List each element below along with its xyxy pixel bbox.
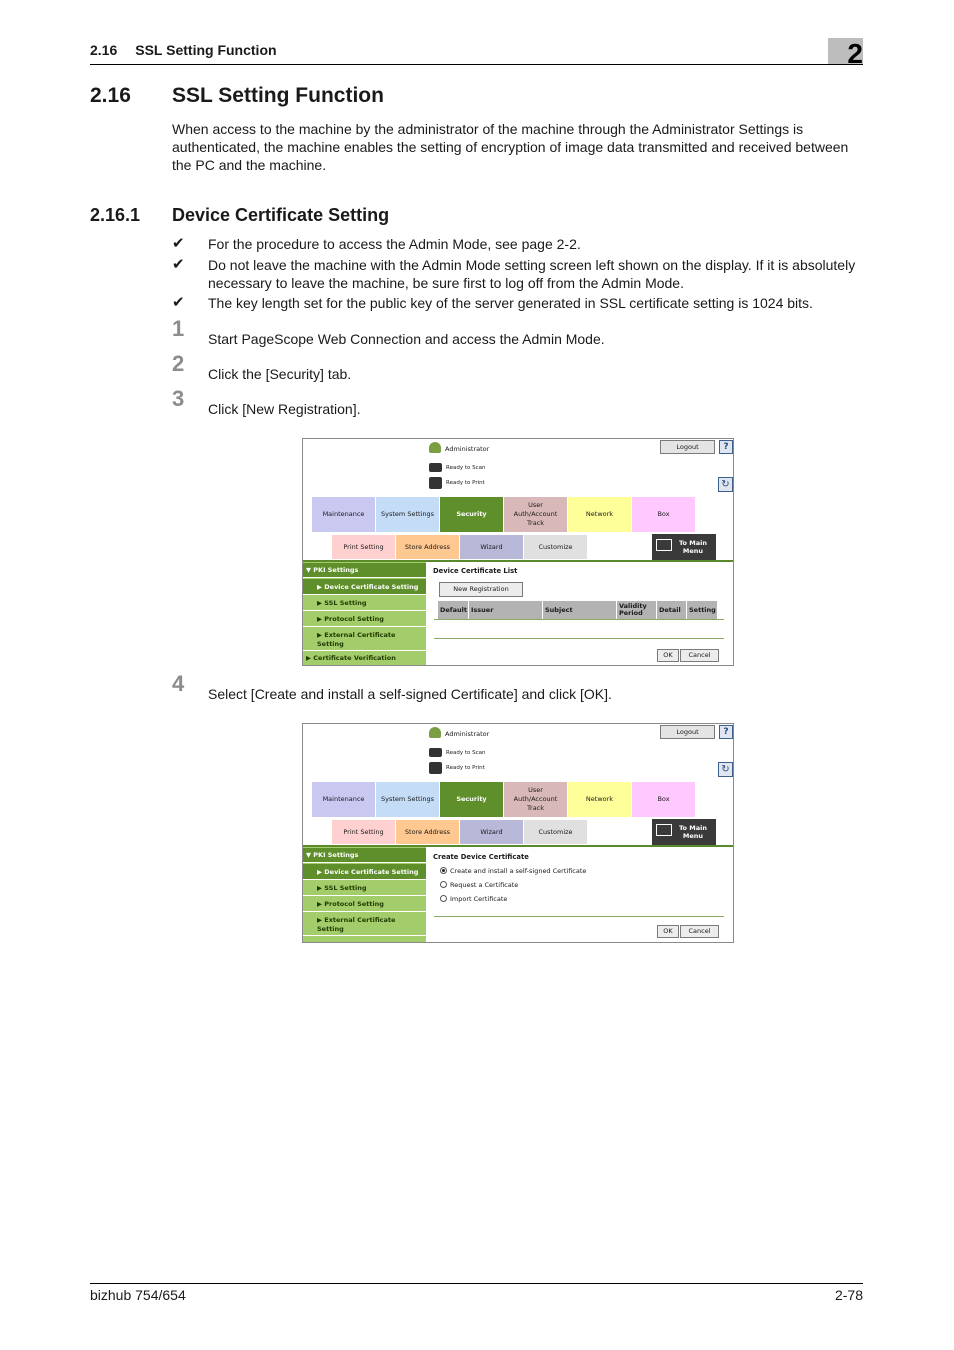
- screenshot-create-certificate: [302, 723, 734, 943]
- new-registration-button[interactable]: New Registration: [439, 582, 523, 597]
- tab-print-setting[interactable]: Print Setting: [332, 535, 396, 559]
- tab-system-settings[interactable]: System Settings: [376, 497, 440, 532]
- printer-icon: [429, 762, 442, 774]
- menu-item-protocol-setting[interactable]: ▶ Protocol Setting: [303, 896, 426, 912]
- tab-maintenance[interactable]: Maintenance: [312, 782, 376, 817]
- radio-icon[interactable]: [440, 881, 447, 888]
- tab-print-setting[interactable]: Print Setting: [332, 820, 396, 844]
- menu-head-label: PKI Settings: [313, 851, 359, 859]
- step-text: Start PageScope Web Connection and access the Admin Mode.: [208, 331, 605, 347]
- bullet-text: Do not leave the machine with the Admin Mode setting screen left shown on the display. If it is absolutely necessary to leave the machine, be sure first to log off from the Admin Mode.: [208, 257, 856, 291]
- running-header-number: 2.16: [90, 42, 118, 58]
- to-main-menu-label: To Main Menu: [678, 824, 707, 840]
- table-rule: [434, 619, 724, 620]
- scanner-icon: [429, 463, 442, 472]
- content-rule: [434, 916, 724, 917]
- col-detail: Detail: [657, 601, 687, 619]
- cancel-button[interactable]: Cancel: [680, 649, 719, 662]
- content-title: Create Device Certificate: [433, 853, 529, 861]
- option-request-certificate[interactable]: [440, 881, 518, 889]
- logout-button[interactable]: Logout: [660, 440, 715, 454]
- step-text: Click the [Security] tab.: [208, 366, 352, 382]
- col-default: Default: [438, 601, 469, 619]
- running-header: [90, 42, 277, 58]
- tab-system-settings[interactable]: System Settings: [376, 782, 440, 817]
- menu-head-label: PKI Settings: [313, 566, 359, 574]
- help-button[interactable]: ?: [719, 440, 733, 454]
- menu-item-protocol-setting[interactable]: ▶ Protocol Setting: [303, 611, 426, 627]
- menu-item-label: External Certificate Setting: [317, 916, 396, 933]
- refresh-button[interactable]: ↻: [718, 762, 733, 777]
- main-menu-icon: [656, 539, 672, 551]
- ok-button[interactable]: OK: [657, 649, 679, 662]
- option-self-signed[interactable]: [440, 867, 586, 875]
- subsection-heading: [90, 205, 389, 226]
- menu-item-label: SSL Setting: [324, 884, 367, 892]
- step-text: Select [Create and install a self-signed Certificate] and click [OK].: [208, 686, 612, 702]
- radio-selected-icon[interactable]: [440, 867, 447, 874]
- tab-network[interactable]: Network: [568, 782, 632, 817]
- menu-item-ssl-setting[interactable]: ▶ SSL Setting: [303, 595, 426, 611]
- chapter-number: 2: [847, 38, 863, 69]
- footer-page: 2-78: [834, 1287, 863, 1303]
- menu-item-device-certificate[interactable]: ▶ Device Certificate Setting: [303, 864, 426, 880]
- chapter-tab: [828, 38, 863, 69]
- menu-item-label: External Certificate Setting: [317, 631, 396, 648]
- menu-item-label: Certificate Verification: [313, 654, 396, 662]
- menu-item-external-certificate[interactable]: ▶ External Certificate Setting: [303, 912, 426, 936]
- bullet-text: The key length set for the public key of the server generated in SSL certificate setting is 1024 bits.: [208, 295, 813, 311]
- menu-item-device-certificate[interactable]: ▶ Device Certificate Setting: [303, 579, 426, 595]
- section-number: 2.16: [90, 84, 131, 107]
- administrator-icon: [429, 727, 441, 738]
- check-icon: ✔: [172, 294, 185, 311]
- scanner-icon: [429, 748, 442, 757]
- tab-maintenance[interactable]: Maintenance: [312, 497, 376, 532]
- subsection-title: Device Certificate Setting: [172, 205, 390, 225]
- administrator-label: Administrator: [445, 445, 490, 453]
- main-menu-icon: [656, 824, 672, 836]
- check-icon: ✔: [172, 235, 185, 252]
- section-title: SSL Setting Function: [172, 84, 384, 107]
- col-issuer: Issuer: [469, 601, 543, 619]
- tab-security[interactable]: Security: [440, 497, 504, 532]
- tab-wizard[interactable]: Wizard: [460, 820, 524, 844]
- footer-rule: [90, 1283, 863, 1284]
- status-print: Ready to Print: [446, 480, 485, 486]
- option-import-certificate[interactable]: [440, 895, 507, 903]
- footer-model: bizhub 754/654: [90, 1287, 186, 1303]
- cancel-button[interactable]: Cancel: [680, 925, 719, 938]
- check-icon: ✔: [172, 256, 185, 273]
- running-header-title: SSL Setting Function: [135, 42, 277, 58]
- logout-button[interactable]: Logout: [660, 725, 715, 739]
- header-rule: [90, 64, 863, 65]
- section-heading: [90, 84, 384, 108]
- status-print: Ready to Print: [446, 765, 485, 771]
- tab-customize[interactable]: Customize: [524, 535, 588, 559]
- tab-customize[interactable]: Customize: [524, 820, 588, 844]
- step-number: 1: [172, 316, 185, 341]
- tab-box[interactable]: Box: [632, 782, 696, 817]
- step-text: Click [New Registration].: [208, 401, 361, 417]
- tab-store-address[interactable]: Store Address: [396, 820, 460, 844]
- tab-security[interactable]: Security: [440, 782, 504, 817]
- administrator-label: Administrator: [445, 730, 490, 738]
- subsection-number: 2.16.1: [90, 205, 141, 225]
- radio-icon[interactable]: [440, 895, 447, 902]
- tab-network[interactable]: Network: [568, 497, 632, 532]
- tab-wizard[interactable]: Wizard: [460, 535, 524, 559]
- refresh-button[interactable]: ↻: [718, 477, 733, 492]
- status-scan: Ready to Scan: [446, 465, 486, 471]
- menu-item-label: Protocol Setting: [324, 900, 384, 908]
- screenshot-certificate-list: [302, 438, 734, 666]
- tab-box[interactable]: Box: [632, 497, 696, 532]
- option-label: Create and install a self-signed Certificate: [450, 867, 587, 875]
- tab-user-auth[interactable]: User Auth/Account Track: [504, 782, 568, 817]
- tab-user-auth[interactable]: User Auth/Account Track: [504, 497, 568, 532]
- col-validity: Validity Period: [617, 601, 657, 619]
- to-main-menu-label: To Main Menu: [678, 539, 707, 555]
- step-number: 4: [172, 671, 185, 696]
- bullet-text: For the procedure to access the Admin Mode, see page 2-2.: [208, 236, 581, 252]
- step-number: 3: [172, 386, 185, 411]
- menu-item-label: Protocol Setting: [324, 615, 384, 623]
- menu-item-label: Device Certificate Setting: [324, 868, 419, 876]
- menu-item-label: SSL Setting: [324, 599, 367, 607]
- status-scan: Ready to Scan: [446, 750, 486, 756]
- menu-head-pki-settings[interactable]: ▼ PKI Settings: [303, 563, 426, 578]
- tab-store-address[interactable]: Store Address: [396, 535, 460, 559]
- to-main-menu-button[interactable]: [652, 534, 716, 560]
- pki-menu: [303, 562, 426, 665]
- content-rule: [434, 638, 724, 639]
- step-number: 2: [172, 351, 185, 376]
- help-button[interactable]: ?: [719, 725, 733, 739]
- to-main-menu-button[interactable]: [652, 819, 716, 845]
- printer-icon: [429, 477, 442, 489]
- menu-item-ssl-setting[interactable]: ▶ SSL Setting: [303, 880, 426, 896]
- col-setting: Setting: [687, 601, 718, 619]
- pki-menu: [303, 847, 426, 942]
- menu-item-label: Device Certificate Setting: [324, 583, 419, 591]
- menu-head-pki-settings[interactable]: ▼ PKI Settings: [303, 848, 426, 863]
- administrator-icon: [429, 442, 441, 453]
- section-intro: When access to the machine by the administrator of the machine through the Administrator Settings is authenticated, the machine enables the setting of encryption of image data transmitted and received between the PC and the machine.: [172, 121, 849, 173]
- content-title: Device Certificate List: [433, 567, 518, 575]
- menu-item-external-certificate[interactable]: ▶ External Certificate Setting: [303, 627, 426, 651]
- menu-item-certificate-verification[interactable]: ▶ Certificate Verification: [306, 654, 396, 662]
- option-label: Import Certificate: [450, 895, 508, 903]
- col-subject: Subject: [543, 601, 617, 619]
- ok-button[interactable]: OK: [657, 925, 679, 938]
- option-label: Request a Certificate: [450, 881, 519, 889]
